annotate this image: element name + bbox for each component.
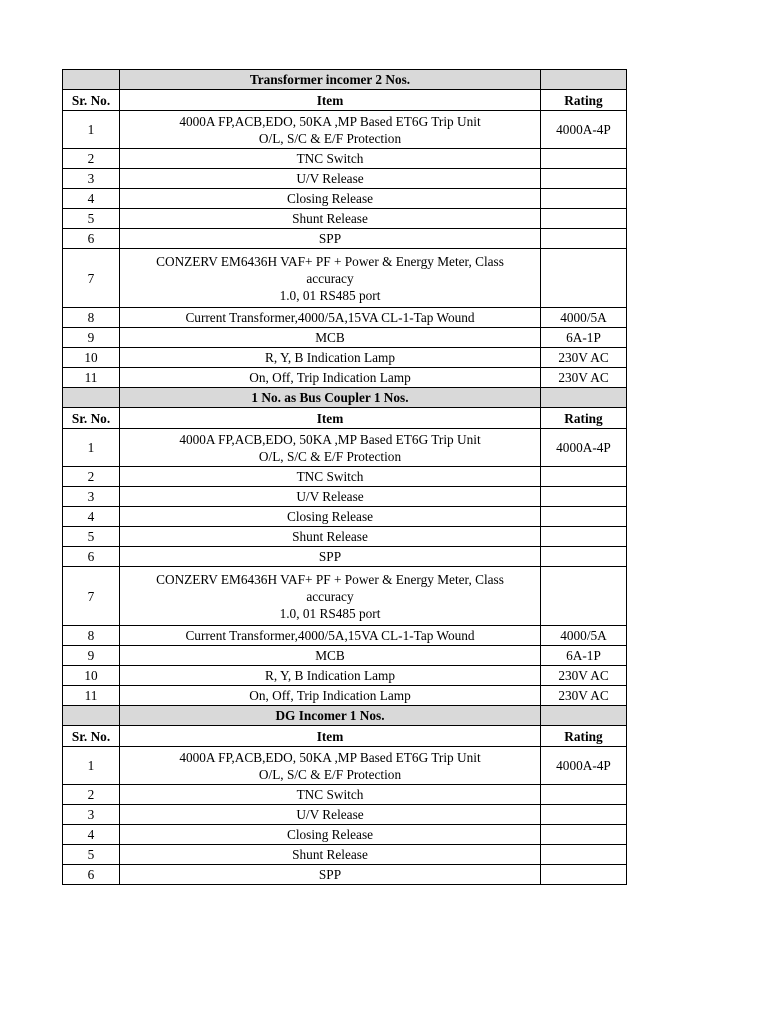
table-row <box>63 169 627 189</box>
header-item: Item <box>120 90 541 111</box>
item-text-line: R, Y, B Indication Lamp <box>264 668 395 683</box>
rating-cell <box>541 785 627 805</box>
rating-cell <box>541 149 627 169</box>
rating-cell <box>541 189 627 209</box>
table-row <box>63 429 627 467</box>
section-title-row <box>63 388 627 408</box>
item-text-line: U/V Release <box>296 807 364 822</box>
rating-cell: 230V AC <box>541 686 627 706</box>
rating-cell <box>541 845 627 865</box>
section-title-blank-cell <box>63 706 120 726</box>
table-row <box>63 308 627 328</box>
sr-no-cell: 2 <box>63 467 120 487</box>
item-text-line: O/L, S/C & E/F Protection <box>258 766 402 782</box>
sr-no-cell: 11 <box>63 686 120 706</box>
table-row <box>63 348 627 368</box>
item-cell <box>120 169 541 189</box>
rating-cell <box>541 249 627 308</box>
table-row <box>63 747 627 785</box>
rating-cell: 230V AC <box>541 666 627 686</box>
item-text-line: Current Transformer,4000/5A,15VA CL-1-Tap Wound <box>185 310 475 325</box>
header-sr-no: Sr. No. <box>63 726 120 747</box>
rating-cell <box>541 865 627 885</box>
item-text-line: MCB <box>315 330 345 345</box>
item-text-line: U/V Release <box>296 171 364 186</box>
table-row <box>63 507 627 527</box>
section-title-blank-cell <box>541 70 627 90</box>
item-text-line: SPP <box>318 549 342 564</box>
item-cell <box>120 149 541 169</box>
header-rating: Rating <box>541 90 627 111</box>
item-text-line: accuracy <box>306 588 354 604</box>
item-cell <box>120 527 541 547</box>
table-header-row <box>63 726 627 747</box>
rating-cell <box>541 805 627 825</box>
item-text-line: accuracy <box>306 270 354 286</box>
sr-no-cell: 3 <box>63 169 120 189</box>
sr-no-cell: 9 <box>63 646 120 666</box>
item-cell <box>120 229 541 249</box>
item-text-line: Shunt Release <box>292 529 368 544</box>
item-text-line: TNC Switch <box>296 787 364 802</box>
item-text-line: 4000A FP,ACB,EDO, 50KA ,MP Based ET6G Trip Unit <box>179 431 481 447</box>
rating-cell <box>541 487 627 507</box>
rating-cell: 4000A-4P <box>541 111 627 149</box>
rating-cell: 6A-1P <box>541 646 627 666</box>
sr-no-cell: 8 <box>63 626 120 646</box>
item-cell <box>120 507 541 527</box>
item-cell <box>120 666 541 686</box>
sr-no-cell: 6 <box>63 865 120 885</box>
header-sr-no: Sr. No. <box>63 90 120 111</box>
item-text-line: On, Off, Trip Indication Lamp <box>249 688 411 703</box>
item-text-line: Closing Release <box>286 827 374 842</box>
table-row <box>63 686 627 706</box>
item-text-line: Shunt Release <box>292 211 368 226</box>
table-row <box>63 527 627 547</box>
item-cell <box>120 567 541 626</box>
sr-no-cell: 3 <box>63 487 120 507</box>
section-title: 1 No. as Bus Coupler 1 Nos. <box>120 388 541 408</box>
item-text-line: U/V Release <box>296 489 364 504</box>
section-title-blank-cell <box>63 70 120 90</box>
sr-no-cell: 2 <box>63 785 120 805</box>
section-title-blank-cell <box>541 388 627 408</box>
item-text-line: Current Transformer,4000/5A,15VA CL-1-Tap Wound <box>185 628 475 643</box>
item-text-line: 4000A FP,ACB,EDO, 50KA ,MP Based ET6G Trip Unit <box>179 749 481 765</box>
table-row <box>63 487 627 507</box>
item-cell <box>120 626 541 646</box>
item-cell <box>120 111 541 149</box>
item-text-line: MCB <box>315 648 345 663</box>
section-title-blank-cell <box>63 388 120 408</box>
section-title-row <box>63 706 627 726</box>
item-cell <box>120 845 541 865</box>
rating-cell <box>541 229 627 249</box>
table-row <box>63 189 627 209</box>
sr-no-cell: 2 <box>63 149 120 169</box>
table-row <box>63 785 627 805</box>
table-row <box>63 825 627 845</box>
table-row <box>63 547 627 567</box>
item-cell <box>120 547 541 567</box>
item-text-line: CONZERV EM6436H VAF+ PF + Power & Energy Meter, Class <box>156 253 504 269</box>
item-text-line: TNC Switch <box>296 469 364 484</box>
sr-no-cell: 7 <box>63 249 120 308</box>
item-text-line: CONZERV EM6436H VAF+ PF + Power & Energy Meter, Class <box>156 571 504 587</box>
item-cell <box>120 348 541 368</box>
item-cell <box>120 487 541 507</box>
item-text-line: SPP <box>318 231 342 246</box>
rating-cell: 4000/5A <box>541 626 627 646</box>
table-row <box>63 111 627 149</box>
header-sr-no: Sr. No. <box>63 408 120 429</box>
rating-cell <box>541 507 627 527</box>
item-cell <box>120 747 541 785</box>
table-row <box>63 567 627 626</box>
item-text-line: 1.0, 01 RS485 port <box>279 605 381 621</box>
section-title-row <box>63 70 627 90</box>
rating-cell: 4000A-4P <box>541 747 627 785</box>
sr-no-cell: 10 <box>63 666 120 686</box>
sr-no-cell: 7 <box>63 567 120 626</box>
item-cell <box>120 209 541 229</box>
specification-table <box>62 69 627 885</box>
table-row <box>63 368 627 388</box>
table-row <box>63 626 627 646</box>
item-text-line: O/L, S/C & E/F Protection <box>258 448 402 464</box>
item-cell <box>120 785 541 805</box>
sr-no-cell: 10 <box>63 348 120 368</box>
table-row <box>63 249 627 308</box>
item-text-line: O/L, S/C & E/F Protection <box>258 130 402 146</box>
rating-cell: 4000/5A <box>541 308 627 328</box>
rating-cell: 230V AC <box>541 348 627 368</box>
rating-cell <box>541 547 627 567</box>
item-text-line: On, Off, Trip Indication Lamp <box>249 370 411 385</box>
sr-no-cell: 1 <box>63 429 120 467</box>
rating-cell <box>541 825 627 845</box>
table-row <box>63 328 627 348</box>
table-row <box>63 149 627 169</box>
item-cell <box>120 825 541 845</box>
table-row <box>63 467 627 487</box>
item-text-line: 1.0, 01 RS485 port <box>279 287 381 303</box>
section-title-blank-cell <box>541 706 627 726</box>
item-text-line: R, Y, B Indication Lamp <box>264 350 395 365</box>
sr-no-cell: 9 <box>63 328 120 348</box>
item-cell <box>120 368 541 388</box>
section-title: Transformer incomer 2 Nos. <box>120 70 541 90</box>
rating-cell: 230V AC <box>541 368 627 388</box>
item-cell <box>120 189 541 209</box>
header-rating: Rating <box>541 408 627 429</box>
sr-no-cell: 6 <box>63 229 120 249</box>
sr-no-cell: 3 <box>63 805 120 825</box>
rating-cell <box>541 527 627 547</box>
specification-table-body <box>63 70 627 885</box>
table-row <box>63 805 627 825</box>
sr-no-cell: 4 <box>63 507 120 527</box>
item-cell <box>120 865 541 885</box>
item-text-line: TNC Switch <box>296 151 364 166</box>
header-rating: Rating <box>541 726 627 747</box>
item-text-line: Closing Release <box>286 191 374 206</box>
table-header-row <box>63 90 627 111</box>
item-text-line: SPP <box>318 867 342 882</box>
table-row <box>63 666 627 686</box>
sr-no-cell: 1 <box>63 747 120 785</box>
table-row <box>63 845 627 865</box>
item-cell <box>120 249 541 308</box>
item-cell <box>120 805 541 825</box>
header-item: Item <box>120 408 541 429</box>
item-cell <box>120 646 541 666</box>
item-cell <box>120 686 541 706</box>
sr-no-cell: 5 <box>63 527 120 547</box>
item-cell <box>120 429 541 467</box>
sr-no-cell: 11 <box>63 368 120 388</box>
sr-no-cell: 8 <box>63 308 120 328</box>
rating-cell: 6A-1P <box>541 328 627 348</box>
section-title: DG Incomer 1 Nos. <box>120 706 541 726</box>
item-cell <box>120 328 541 348</box>
table-row <box>63 646 627 666</box>
item-text-line: 4000A FP,ACB,EDO, 50KA ,MP Based ET6G Trip Unit <box>179 113 481 129</box>
item-cell <box>120 308 541 328</box>
item-cell <box>120 467 541 487</box>
sr-no-cell: 6 <box>63 547 120 567</box>
rating-cell <box>541 209 627 229</box>
sr-no-cell: 5 <box>63 845 120 865</box>
rating-cell <box>541 467 627 487</box>
item-text-line: Closing Release <box>286 509 374 524</box>
sr-no-cell: 4 <box>63 825 120 845</box>
item-text-line: Shunt Release <box>292 847 368 862</box>
table-header-row <box>63 408 627 429</box>
sr-no-cell: 5 <box>63 209 120 229</box>
table-row <box>63 229 627 249</box>
rating-cell <box>541 169 627 189</box>
header-item: Item <box>120 726 541 747</box>
sr-no-cell: 1 <box>63 111 120 149</box>
rating-cell: 4000A-4P <box>541 429 627 467</box>
sr-no-cell: 4 <box>63 189 120 209</box>
rating-cell <box>541 567 627 626</box>
table-row <box>63 865 627 885</box>
table-row <box>63 209 627 229</box>
